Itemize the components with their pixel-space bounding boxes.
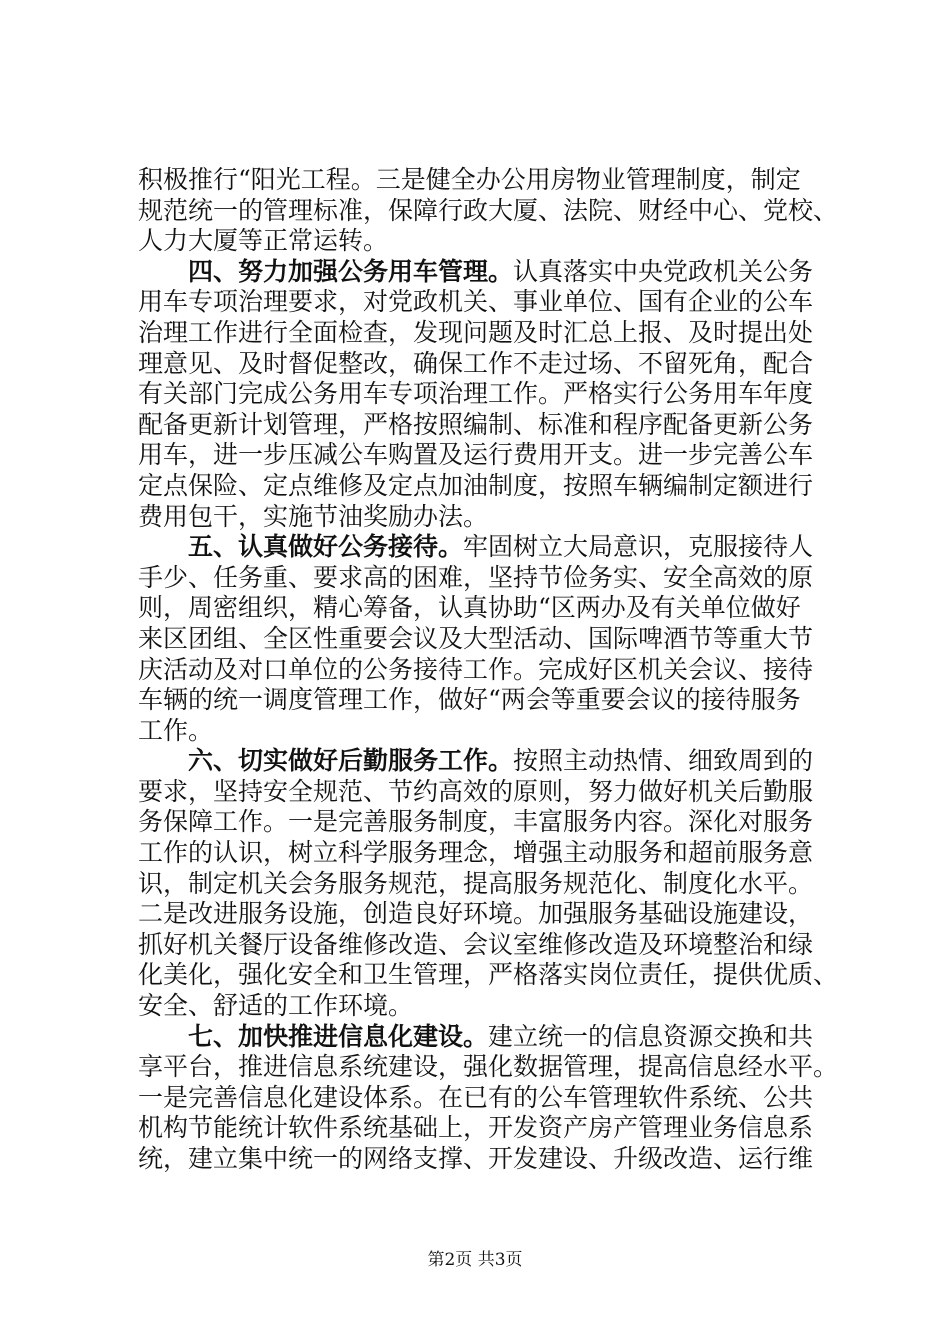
text-line <box>138 777 850 808</box>
text-line <box>138 930 850 961</box>
page-footer: 第2页 共3页 <box>427 1250 523 1270</box>
line-text: 来区团组、全区性重要会议及大型活动、国际啤酒节等重大节 <box>138 623 814 653</box>
line-text: 用车，进一步压减公车购置及运行费用开支。进一步完善公车 <box>138 440 814 470</box>
text-line <box>138 807 850 838</box>
section-heading: 五、认真做好公务接待。 <box>188 532 464 562</box>
text-line <box>138 318 850 349</box>
text-line <box>138 869 850 900</box>
line-text: 有关部门完成公务用车专项治理工作。严格实行公务用车年度 <box>138 379 814 409</box>
text-line <box>138 1113 850 1144</box>
text-line <box>138 1083 850 1114</box>
text-line <box>138 257 850 288</box>
line-text: 要求，坚持安全规范、节约高效的原则，努力做好机关后勤服 <box>138 776 814 806</box>
paragraph <box>138 746 850 1021</box>
line-text: 识，制定机关会务服务规范，提高服务规范化、制度化水平。 <box>138 868 814 898</box>
text-line <box>138 716 850 747</box>
text-line <box>138 349 850 380</box>
line-text: 一是完善信息化建设体系。在已有的公车管理软件系统、公共 <box>138 1082 814 1112</box>
line-text: 理意见、及时督促整改，确保工作不走过场、不留死角，配合 <box>138 348 814 378</box>
line-text: 则，周密组织，精心筹备，认真协助“区两办及有关单位做好 <box>138 593 801 623</box>
text-line <box>138 471 850 502</box>
line-text: 费用包干，实施节油奖励办法。 <box>138 501 489 531</box>
line-text: 人力大厦等正常运转。 <box>138 226 389 256</box>
text-line <box>138 624 850 655</box>
paragraph <box>138 165 850 257</box>
paragraph <box>138 1022 850 1175</box>
text-line <box>138 960 850 991</box>
line-text: 抓好机关餐厅设备维修改造、会议室维修改造及环境整治和绿 <box>138 929 814 959</box>
line-text: 配备更新计划管理，严格按照编制、标准和程序配备更新公务 <box>138 409 814 439</box>
line-text: 积极推行“阳光工程。三是健全办公用房物业管理制度，制定 <box>138 165 801 194</box>
text-line <box>138 1144 850 1175</box>
line-text: 用车专项治理要求，对党政机关、事业单位、国有企业的公车 <box>138 287 814 317</box>
text-line <box>138 226 850 257</box>
line-text: 定点保险、定点维修及定点加油制度，按照车辆编制定额进行 <box>138 470 814 500</box>
line-text: 认真落实中央党政机关公务 <box>513 256 814 286</box>
line-text: 化美化，强化安全和卫生管理，严格落实岗位责任，提供优质、 <box>138 960 839 990</box>
line-text: 按照主动热情、细致周到的 <box>513 746 814 776</box>
line-text: 规范统一的管理标准，保障行政大厦、法院、财经中心、党校、 <box>138 195 839 225</box>
line-text: 统，建立集中统一的网络支撑、开发建设、升级改造、运行维 <box>138 1144 814 1173</box>
paragraph <box>138 257 850 532</box>
line-text: 车辆的统一调度管理工作，做好“两会等重要会议的接待服务 <box>138 685 801 715</box>
line-text: 工作。 <box>138 715 214 745</box>
text-line <box>138 1052 850 1083</box>
line-text: 治理工作进行全面检查，发现问题及时汇总上报、及时提出处 <box>138 317 814 347</box>
text-line <box>138 685 850 716</box>
text-line <box>138 563 850 594</box>
line-text: 安全、舒适的工作环境。 <box>138 991 414 1021</box>
text-line <box>138 1022 850 1053</box>
paragraph <box>138 532 850 746</box>
line-text: 工作的认识，树立科学服务理念，增强主动服务和超前服务意 <box>138 838 814 868</box>
text-line <box>138 287 850 318</box>
text-line <box>138 165 850 196</box>
section-heading: 六、切实做好后勤服务工作。 <box>188 746 514 776</box>
text-line <box>138 838 850 869</box>
text-line <box>138 410 850 441</box>
text-line <box>138 991 850 1022</box>
line-text: 机构节能统计软件系统基础上，开发资产房产管理业务信息系 <box>138 1113 814 1143</box>
text-line <box>138 379 850 410</box>
document-body <box>138 165 850 1175</box>
text-line <box>138 532 850 563</box>
text-line <box>138 502 850 533</box>
text-line <box>138 196 850 227</box>
section-heading: 七、加快推进信息化建设。 <box>188 1021 489 1051</box>
line-text: 务保障工作。一是完善服务制度，丰富服务内容。深化对服务 <box>138 807 814 837</box>
text-line <box>138 899 850 930</box>
line-text: 牢固树立大局意识，克服接待人 <box>463 532 814 562</box>
line-text: 二是改进服务设施，创造良好环境。加强服务基础设施建设， <box>138 899 814 929</box>
section-heading: 四、努力加强公务用车管理。 <box>188 256 514 286</box>
line-text: 享平台，推进信息系统建设，强化数据管理，提高信息经水平。 <box>138 1052 839 1082</box>
text-line <box>138 655 850 686</box>
text-line <box>138 746 850 777</box>
line-text: 手少、任务重、要求高的困难，坚持节俭务实、安全高效的原 <box>138 562 814 592</box>
line-text: 建立统一的信息资源交换和共 <box>488 1021 814 1051</box>
text-line <box>138 440 850 471</box>
text-line <box>138 593 850 624</box>
line-text: 庆活动及对口单位的公务接待工作。完成好区机关会议、接待 <box>138 654 814 684</box>
